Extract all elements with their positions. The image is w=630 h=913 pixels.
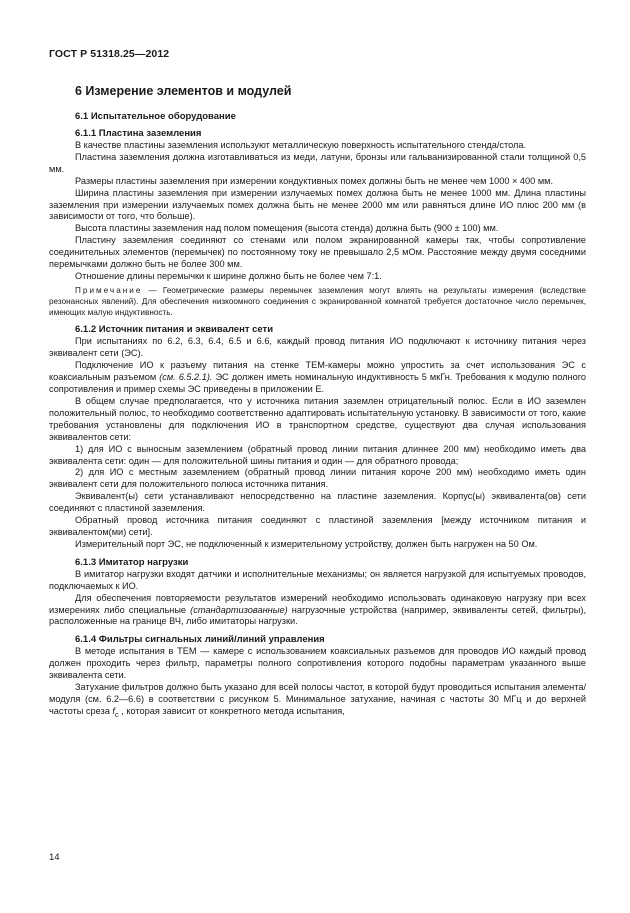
note-label: Примечание [75,285,143,295]
paragraph: В имитатор нагрузки входят датчики и исполнительные механизмы; он является нагрузкой для испытуемых проводов, подключаемых к ИО. [49,568,586,591]
paragraph [49,593,586,629]
paragraph: В качестве пластины заземления используют металлическую поверхность испытательного стенда/стола. [75,140,527,150]
subsection-6-1-4-title: 6.1.4 Фильтры сигнальных линий/линий управления [75,634,325,646]
subsection-6-1-2-title: 6.1.2 Источник питания и эквивалент сети [75,324,274,336]
frequency-subscript: c [114,709,119,719]
italic-term: (стандартизованные) [190,604,288,615]
document-page [49,48,586,721]
text-run: , которая зависит от конкретного метода испытания, [118,705,345,716]
subsection-6-1-1-title: 6.1.1 Пластина заземления [75,128,202,139]
text-run: Для обеспечения повторяемости результатов измерений необходимо использовать одинаковую нагрузку при всех измерениях либо специальные [49,592,586,615]
paragraph: В методе испытания в ТЕМ — камере с использованием коаксиальных разъемов для проводов ИО каждый провод должен проходить через фильтр, параметры полного сопротивления которого подобны параметрам указанного выше эквивалента сети. [49,646,586,681]
text-run: Подключение ИО к разъему питания на стенке ТЕМ-камеры можно упростить за счет использования ЭС с коаксиальным разъемом [49,360,586,383]
text-run: ЭС должен иметь номинальную индуктивность 5 мкГн. Требования к модулю полного сопротивления и пример схемы ЭС приведены в приложении Е. [49,372,586,395]
note-text: — Геометрические размеры перемычек заземления могут влиять на результаты измерения (вследствие резонансных явлений). Для обеспечения низкоомного соединения с экранированной комнатой требуется достаточное число перемычек, имеющих малую индуктивность. [49,285,586,318]
paragraph: Пластина заземления должна изготавливаться из меди, латуни, бронзы или гальванизированной стали толщиной 0,5 мм. [49,151,586,174]
paragraph: Высота пластины заземления над полом помещения (высота стенда) должна быть (900 ± 100) мм. [75,223,499,234]
italic-reference: (см. 6.5.2.1). [159,372,213,383]
paragraph: Пластину заземления соединяют со стенами или полом экранированной камеры так, чтобы сопротивление соединительных элементов (перемычек) по постоянному току не превышало 2,5 мОм. Расстояние между двумя соседними перемычками должно быть не более 300 мм. [49,235,586,270]
paragraph: 2) для ИО с местным заземлением (обратный провод линии питания короче 200 мм) необходимо иметь один эквивалент сети для положительного полюса источника питания. [49,467,586,490]
paragraph: При испытаниях по 6.2, 6.3, 6.4, 6.5 и 6.6, каждый провод питания ИО подключают к источнику питания через эквивалент сети (ЭС). [49,336,586,359]
paragraph: Ширина пластины заземления при измерении излучаемых помех должна быть не менее 1000 мм. Длина пластины заземления при измерении излучаемых помех должна быть не менее 2000 мм или равняться длине ИО плюс 200 мм (в зависимости от того, что больше). [49,187,586,222]
paragraph [49,360,586,396]
paragraph: Размеры пластины заземления при измерении кондуктивных помех должны быть не менее чем 1000 × 400 мм. [75,175,554,186]
paragraph: Обратный провод источника питания соединяют с пластиной заземления [между источником питания и эквивалентом(ми) сети]. [49,515,586,537]
subsection-6-1-3-title: 6.1.3 Имитатор нагрузки [75,556,189,568]
paragraph [49,682,586,721]
text-run: Затухание фильтров должно быть указано для всей полосы частот, в которой будут проводиться испытания элемента/модуля (см. 6.2—6.6) в соответствии с рисунком 5. Минимальное затухание, начиная с частоты 30 МГц и до верхней частоты среза [49,682,586,716]
paragraph: Эквивалент(ы) сети устанавливают непосредственно на пластине заземления. Корпус(ы) эквивалента(ов) сети соединяют с пластиной заземления. [49,491,586,514]
section-title: 6 Измерение элементов и модулей [75,84,292,98]
page-number: 14 [49,852,60,863]
document-id: ГОСТ Р 51318.25—2012 [49,48,170,60]
text-run: нагрузочные устройства (например, эквиваленты сетей, фильтры), расположенные на границе ВЧ, либо имитаторы нагрузки. [49,604,586,627]
paragraph: Отношение длины перемычки к ширине должно быть не более чем 7:1. [75,270,382,281]
paragraph: Измерительный порт ЭС, не подключенный к измерительному устройству, должен быть нагружен на 50 Ом. [75,538,538,549]
frequency-variable: f [112,705,115,716]
paragraph: В общем случае предполагается, что у источника питания заземлен отрицательный полюс. Если в ИО заземлен положительный полюс, то необходимо соответственно адаптировать испытательную установку. В зависимости от того, какие требования установлены для подключения ИО в транспортном средстве, существуют два случая использования эквивалентов сети: [49,396,586,442]
note-paragraph [49,285,586,319]
paragraph: 1) для ИО с выносным заземлением (обратный провод линии питания длиннее 200 мм) необходимо иметь два эквивалента сети: один — для положительной шины питания и один — для обратного провода; [49,443,586,466]
subsection-6-1-title: 6.1 Испытательное оборудование [75,111,236,122]
